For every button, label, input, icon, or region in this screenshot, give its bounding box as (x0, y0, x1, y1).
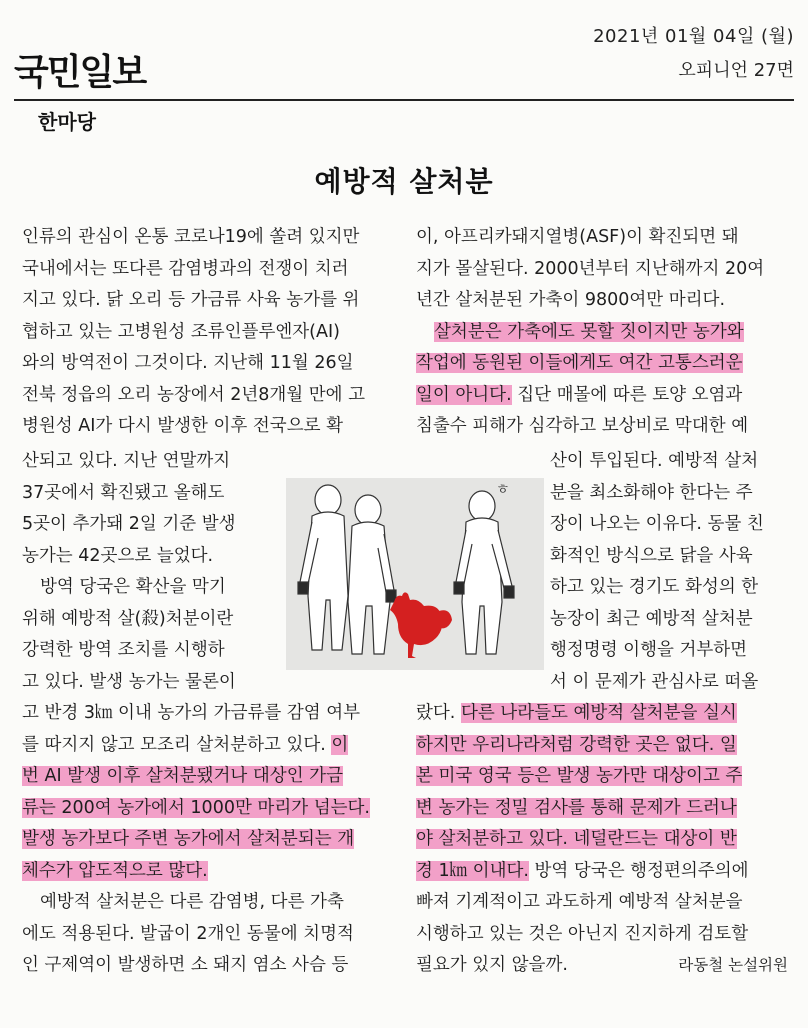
highlighted-text: 변 농가는 정밀 검사를 통해 문제가 드러나 (416, 797, 737, 818)
author-signature: 라동철 논설위원 (678, 956, 788, 974)
body-text: 이, 아프리카돼지열병(ASF)이 확진되면 돼 (416, 227, 739, 247)
body-text: 랐다. (416, 703, 461, 723)
highlighted-text: 일이 아니다. (416, 384, 512, 405)
highlighted-text: 다른 나라들도 예방적 살처분을 실시 (460, 703, 737, 723)
body-line (416, 887, 788, 919)
body-line (416, 411, 788, 443)
masthead (14, 22, 794, 92)
highlighted-text: 번 AI 발생 이후 살처분됐거나 대상인 가금 (22, 766, 343, 786)
body-line (22, 793, 394, 825)
body-line (22, 856, 394, 888)
highlighted-text: 경 1㎞ 이내다. (416, 860, 529, 881)
body-line: 협하고 있는 고병원성 조류인플루엔자(AI) (22, 321, 340, 342)
issue-date: 2021년 01월 04일 (월) (593, 26, 794, 47)
highlighted-text: 이 (331, 734, 349, 755)
left-column-wrapped (22, 446, 280, 698)
body-line (416, 698, 788, 730)
body-line (416, 793, 788, 825)
hazmat-worker-left (298, 485, 348, 650)
body-text: 필요가 있지 않을까. (416, 955, 568, 975)
body-line (416, 254, 788, 286)
body-text: 집단 매몰에 따른 토양 오염과 (511, 384, 743, 405)
body-line (416, 317, 788, 349)
right-column-wrapped (550, 446, 790, 698)
body-line: 위해 예방적 살(殺)처분이란 (22, 608, 234, 629)
highlighted-text: 하지만 우리나라처럼 강력한 곳은 없다. 일 (416, 734, 737, 755)
body-text: 침출수 피해가 심각하고 보상비로 막대한 예 (416, 416, 749, 436)
body-text: 고 반경 3㎞ 이내 농가의 가금류를 감염 여부 (22, 703, 361, 723)
body-line: 산이 투입된다. 예방적 살처 (550, 451, 759, 471)
body-line (416, 950, 788, 982)
body-line: 하고 있는 경기도 화성의 한 (550, 577, 759, 597)
left-column-top (22, 222, 394, 443)
right-column-top (416, 222, 788, 443)
hazmat-worker-middle (348, 495, 396, 654)
body-line: 전북 정읍의 오리 농장에서 2년8개월 만에 고 (22, 384, 366, 405)
body-text: 를 따지지 않고 모조리 살처분하고 있다. (22, 734, 332, 755)
body-line: 방역 당국은 확산을 막기 (40, 577, 226, 597)
body-line: 산되고 있다. 지난 연말까지 (22, 451, 231, 471)
rooster-icon (390, 592, 452, 658)
masthead-divider (14, 99, 794, 101)
right-column-bottom (416, 698, 788, 982)
editorial-illustration (286, 478, 544, 670)
hazmat-worker-right (454, 491, 514, 654)
body-line (22, 950, 394, 982)
body-line (22, 824, 394, 856)
highlighted-text: 류는 200여 농가에서 1000만 마리가 넘는다. (22, 797, 370, 818)
section-page: 오피니언 27면 (678, 60, 794, 81)
headline: 예방적 살처분 (314, 165, 494, 198)
body-line: 장이 나오는 이유다. 동물 친 (550, 514, 764, 534)
body-line: 국내에서는 또다른 감염병과의 전쟁이 치러 (22, 258, 349, 279)
highlighted-text: 야 살처분하고 있다. 네덜란드는 대상이 반 (416, 829, 737, 849)
body-line: 분을 최소화해야 한다는 주 (550, 482, 753, 503)
body-line (416, 856, 788, 888)
column-tag: 한마당 (38, 110, 96, 134)
body-line (416, 348, 788, 380)
highlighted-text: 본 미국 영국 등은 발생 농가만 대상이고 주 (416, 766, 743, 786)
body-text: 시행하고 있는 것은 아닌지 진지하게 검토할 (416, 923, 749, 944)
body-text: 지가 몰살된다. 2000년부터 지난해까지 20여 (416, 258, 765, 279)
body-line: 병원성 AI가 다시 발생한 이후 전국으로 확 (22, 416, 343, 436)
body-line (416, 824, 788, 856)
body-line: 인류의 관심이 온통 코로나19에 쏠려 있지만 (22, 227, 360, 247)
highlighted-text: 살처분은 가축에도 못할 짓이지만 농가와 (434, 321, 744, 342)
body-line (22, 887, 394, 919)
body-line: 행정명령 이행을 거부하면 (550, 640, 748, 660)
body-line (416, 730, 788, 762)
body-line (416, 222, 788, 254)
body-line (22, 730, 394, 762)
body-line: 와의 방역전이 그것이다. 지난해 11월 26일 (22, 353, 354, 373)
body-line: 강력한 방역 조치를 시행하 (22, 640, 225, 660)
body-line (22, 919, 394, 951)
body-line (22, 698, 394, 730)
illustration-mark: ㅎ (496, 482, 510, 498)
highlighted-text: 작업에 동원된 이들에게도 여간 고통스러운 (416, 353, 743, 373)
body-line: 농가는 42곳으로 늘었다. (22, 545, 214, 566)
body-line: 5곳이 추가돼 2일 기준 발생 (22, 514, 236, 534)
body-line (416, 761, 788, 793)
body-text: 예방적 살처분은 다른 감염병, 다른 가축 (40, 892, 344, 912)
newspaper-logo: 국민일보 (14, 51, 146, 93)
body-text: 빠져 기계적이고 과도하게 예방적 살처분을 (416, 892, 743, 912)
highlighted-text: 체수가 압도적으로 많다. (22, 860, 208, 881)
left-column-bottom (22, 698, 394, 982)
illustration-svg (286, 478, 544, 670)
body-line: 서 이 문제가 관심사로 떠올 (550, 671, 759, 692)
body-line (416, 919, 788, 951)
body-line: 고 있다. 발생 농가는 물론이 (22, 671, 236, 692)
body-line: 화적인 방식으로 닭을 사육 (550, 545, 753, 566)
body-text: 인 구제역이 발생하면 소 돼지 염소 사슴 등 (22, 955, 349, 975)
body-text: 방역 당국은 행정편의주의에 (528, 860, 749, 881)
body-line: 농장이 최근 예방적 살처분 (550, 608, 753, 629)
body-line (22, 761, 394, 793)
body-line: 37곳에서 확진됐고 올해도 (22, 482, 225, 503)
body-line: 지고 있다. 닭 오리 등 가금류 사육 농가를 위 (22, 290, 360, 310)
highlighted-text: 발생 농가보다 주변 농가에서 살처분되는 개 (22, 829, 355, 849)
body-line (416, 380, 788, 412)
body-text: 년간 살처분된 가축이 9800여만 마리다. (416, 290, 726, 310)
body-text: 에도 적용된다. 발굽이 2개인 동물에 치명적 (22, 923, 354, 944)
body-line (416, 285, 788, 317)
